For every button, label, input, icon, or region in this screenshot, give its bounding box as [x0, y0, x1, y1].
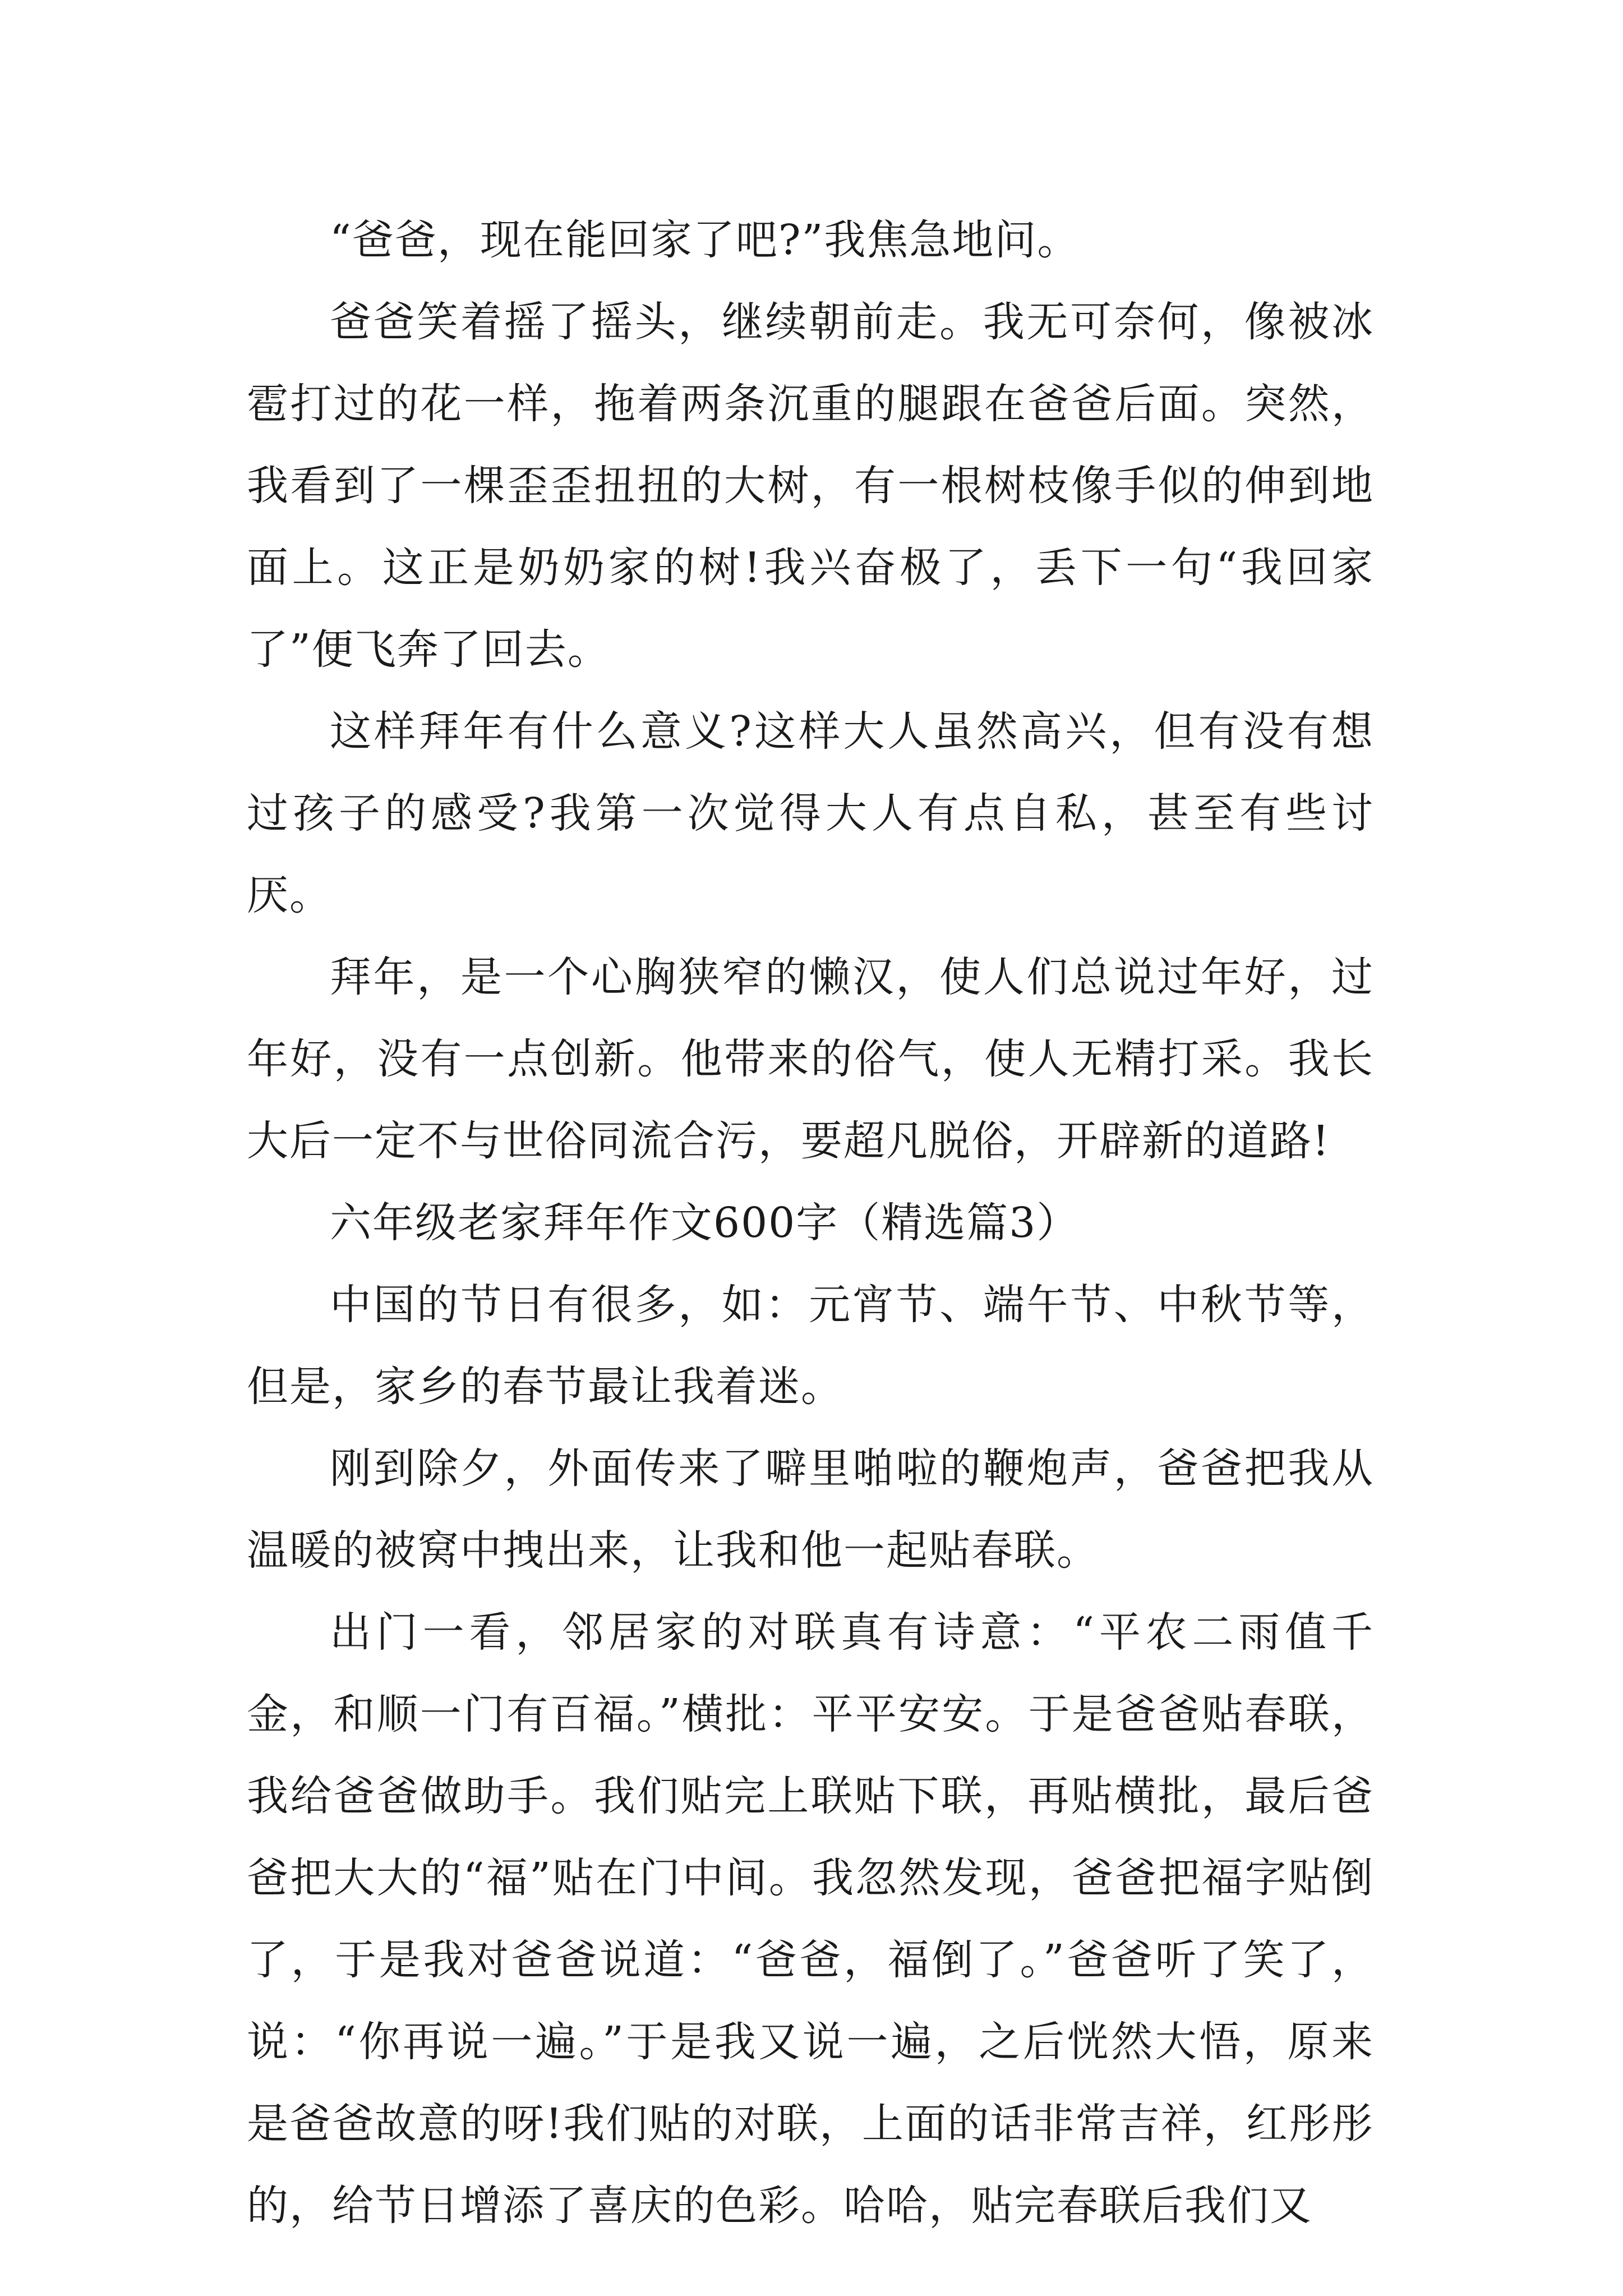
paragraph-6: 刚到除夕，外面传来了噼里啪啦的鞭炮声，爸爸把我从温暖的被窝中拽出来，让我和他一起贴春联。 [247, 1444, 1374, 1575]
paragraph-3: 这样拜年有什么意义?这样大人虽然高兴，但有没有想过孩子的感受?我第一次觉得大人有点自私，甚至有些讨厌。 [247, 707, 1374, 919]
paragraph-1: “爸爸，现在能回家了吧?”我焦急地问。 [330, 216, 1080, 264]
paragraph-5: 中国的节日有很多，如：元宵节、端午节、中秋节等，但是，家乡的春节最让我着迷。 [247, 1281, 1374, 1411]
article-body [247, 199, 1374, 2247]
paragraph-2: 爸爸笑着摇了摇头，继续朝前走。我无可奈何，像被冰雹打过的花一样，拖着两条沉重的腿跟在爸爸后面。突然，我看到了一棵歪歪扭扭的大树，有一根树枝像手似的伸到地面上。这正是奶奶家的树!我兴奋极了，丢下一句“我回家了”便飞奔了回去。 [247, 298, 1374, 674]
paragraph-4: 拜年，是一个心胸狭窄的懒汉，使人们总说过年好，过年好，没有一点创新。他带来的俗气，使人无精打采。我长大后一定不与世俗同流合污，要超凡脱俗，开辟新的道路! [247, 953, 1374, 1165]
paragraph-7: 出门一看，邻居家的对联真有诗意：“平农二雨值千金，和顺一门有百福。”横批：平平安安。于是爸爸贴春联，我给爸爸做助手。我们贴完上联贴下联，再贴横批，最后爸爸把大大的“福”贴在门中间。我忽然发现，爸爸把福字贴倒了，于是我对爸爸说道：“爸爸，福倒了。”爸爸听了笑了，说：“你再说一遍。”于是我又说一遍，之后恍然大悟，原来是爸爸故意的呀!我们贴的对联，上面的话非常吉祥，红彤彤的，给节日增添了喜庆的色彩。哈哈，贴完春联后我们又 [247, 1608, 1374, 2230]
section-heading: 六年级老家拜年作文600字（精选篇3） [330, 1199, 1080, 1247]
